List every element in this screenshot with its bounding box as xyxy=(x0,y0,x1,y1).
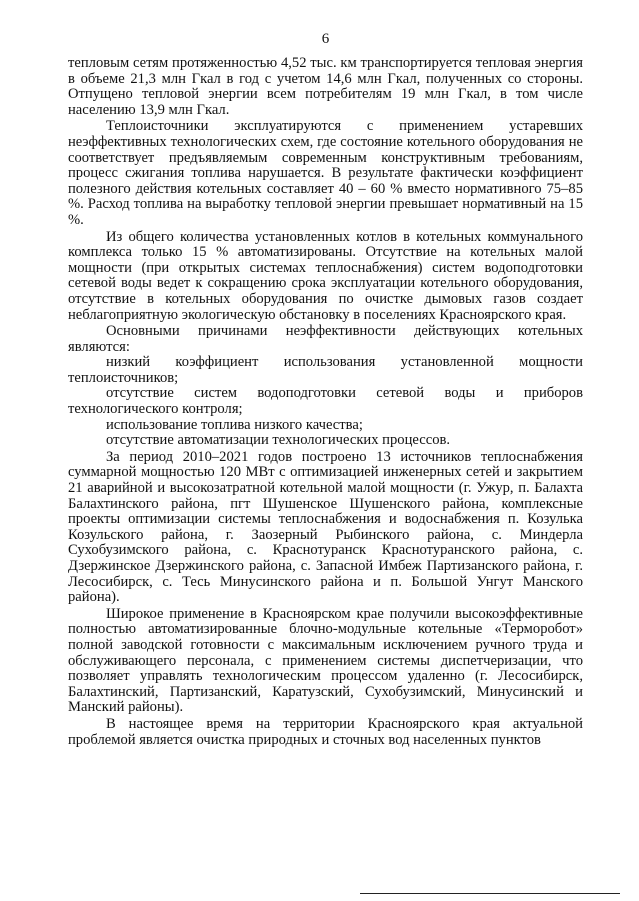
paragraph-heat-transport: тепловым сетям протяженностью 4,52 тыс. км транспортируется тепловая энергия в объеме 21,3 млн Гкал в год с учетом 14,6 млн Гкал, полученных со стороны. Отпущено тепловой энергии всем потребителям 19 млн Гкал, в том числе населению 13,9 млн Гкал. xyxy=(68,55,583,118)
footer-rule xyxy=(360,893,620,894)
body-text xyxy=(68,56,583,748)
list-item-low-utilization: низкий коэффициент использования установленной мощности теплоисточников; xyxy=(68,354,583,386)
list-item-low-quality-fuel: использование топлива низкого качества; xyxy=(106,416,363,433)
paragraph-thermorobot: Широкое применение в Красноярском крае получили высокоэффективные полностью автоматизированные блочно-модульные котельные «Терморобот» полной заводской готовности с максимальным исключением ручного труда и обслуживающего персонала, с применением системы диспетчеризации, что позволяет управлять технологическим процессом удаленно (г. Лесосибирск, Балахтинский, Партизанский, Каратузский, Сухобузимский, Минусинский и Манский районы). xyxy=(68,605,583,716)
list-item-no-water-treatment: отсутствие систем водоподготовки сетевой воды и приборов технологического контроля; xyxy=(68,385,583,418)
paragraph-built-sources: За период 2010–2021 годов построено 13 источников теплоснабжения суммарной мощностью 120 МВт с оптимизацией инженерных сетей и закрытием 21 аварийной и высокозатратной котельной малой мощности (г. Ужур, п. Балахта Балахтинского района, пгт Шушенское Шушенского района, комплексные проекты оптимизации системы теплоснабжения и водоснабжения п. Козулька Козульского района, г. Заозерный Рыбинского района, с. Миндерла Сухобузимского района, с. Краснотуранск Краснотуранского района, с. Дзержинское Дзержинского района, с. Запасной Имбеж Партизанского района, г. Лесосибирск, с. Тесь Минусинского района и п. Большой Унгут Манского района). xyxy=(68,448,583,606)
paragraph-outdated-schemes: Теплоисточники эксплуатируются с применением устаревших неэффективных технологических схем, где состояние котельного оборудования не соответствует предъявляемым современным конструктивным требованиям, процесс сжигания топлива нарушается. В результате фактически коэффициент полезного действия котельных составляет 40 – 60 % вместо нормативного 75–85 %. Расход топлива на выработку тепловой энергии превышает нормативный на 15 %. xyxy=(68,118,583,228)
page-number: 6 xyxy=(321,31,330,47)
list-item-no-automation: отсутствие автоматизации технологических процессов. xyxy=(106,432,451,449)
paragraph-automation-share: Из общего количества установленных котлов в котельных коммунального комплекса только 15 % автоматизированы. Отсутствие на котельных малой мощности (при открытых системах теплоснабжения) систем водоподготовки сетевой воды ведет к сокращению срока эксплуатации котельного оборудования, отсутствие в котельных оборудования по очистке дымовых газов создает неблагоприятную экологическую обстановку в поселениях Красноярского края. xyxy=(68,228,583,323)
paragraph-inefficiency-causes: Основными причинами неэффективности действующих котельных являются: xyxy=(68,323,583,355)
paragraph-water-purification: В настоящее время на территории Красноярского края актуальной проблемой является очистка природных и сточных вод населенных пунктов xyxy=(68,715,583,748)
